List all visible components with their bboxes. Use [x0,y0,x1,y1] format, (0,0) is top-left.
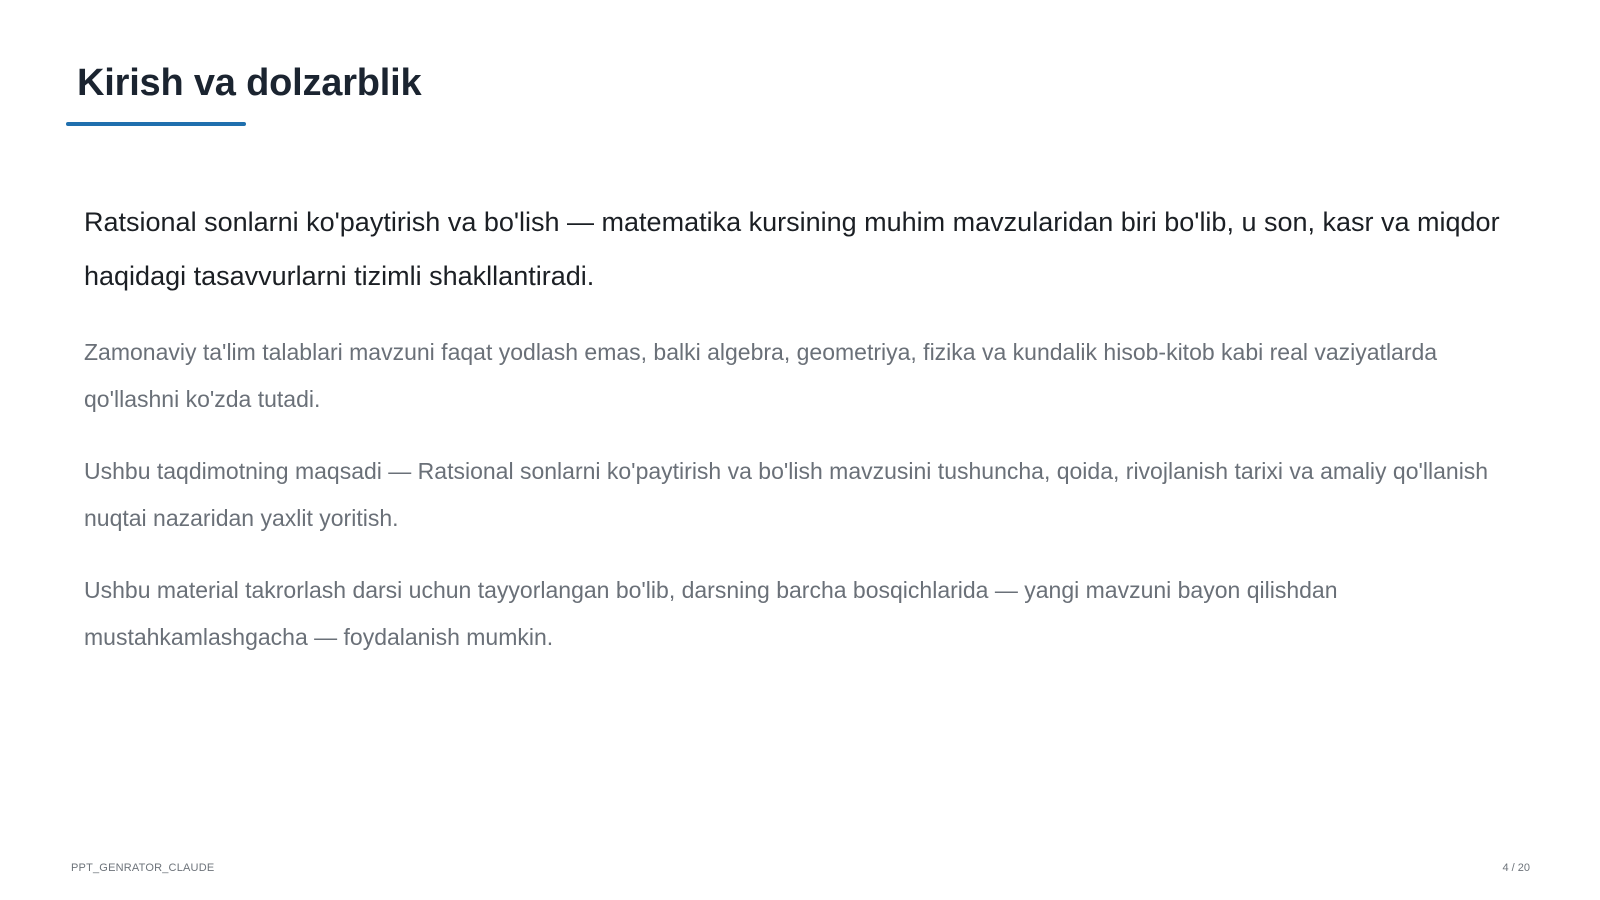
slide-content [84,195,1524,686]
title-underline [66,122,246,127]
body-paragraph: Zamonaviy ta'lim talablari mavzuni faqat yodlash emas, balki algebra, geometriya, fizika va kundalik hisob-kitob kabi real vaziyatlarda qo'llashni ko'zda tutadi. [84,339,1438,412]
footer-source: PPT_GENRATOR_CLAUDE [71,862,215,874]
title-underline-bar [66,122,246,126]
body-paragraph: Ushbu material takrorlash darsi uchun tayyorlangan bo'lib, darsning barcha bosqichlarida — yangi mavzuni bayon qilishdan mustahkamlashgacha — foydalanish mumkin. [84,577,1338,650]
lead-paragraph: Ratsional sonlarni ko'paytirish va bo'lish — matematika kursining muhim mavzularidan biri bo'lib, u son, kasr va miqdor haqidagi tasavvurlarni tizimli shakllantiradi. [84,207,1500,291]
body-paragraph: Ushbu taqdimotning maqsadi — Ratsional sonlarni ko'paytirish va bo'lish mavzusini tushuncha, qoida, rivojlanish tarixi va amaliy qo'llanish nuqtai nazaridan yaxlit yoritish. [84,458,1489,531]
slide-title: Kirish va dolzarblik [77,62,422,104]
page-number: 4 / 20 [1502,862,1530,874]
